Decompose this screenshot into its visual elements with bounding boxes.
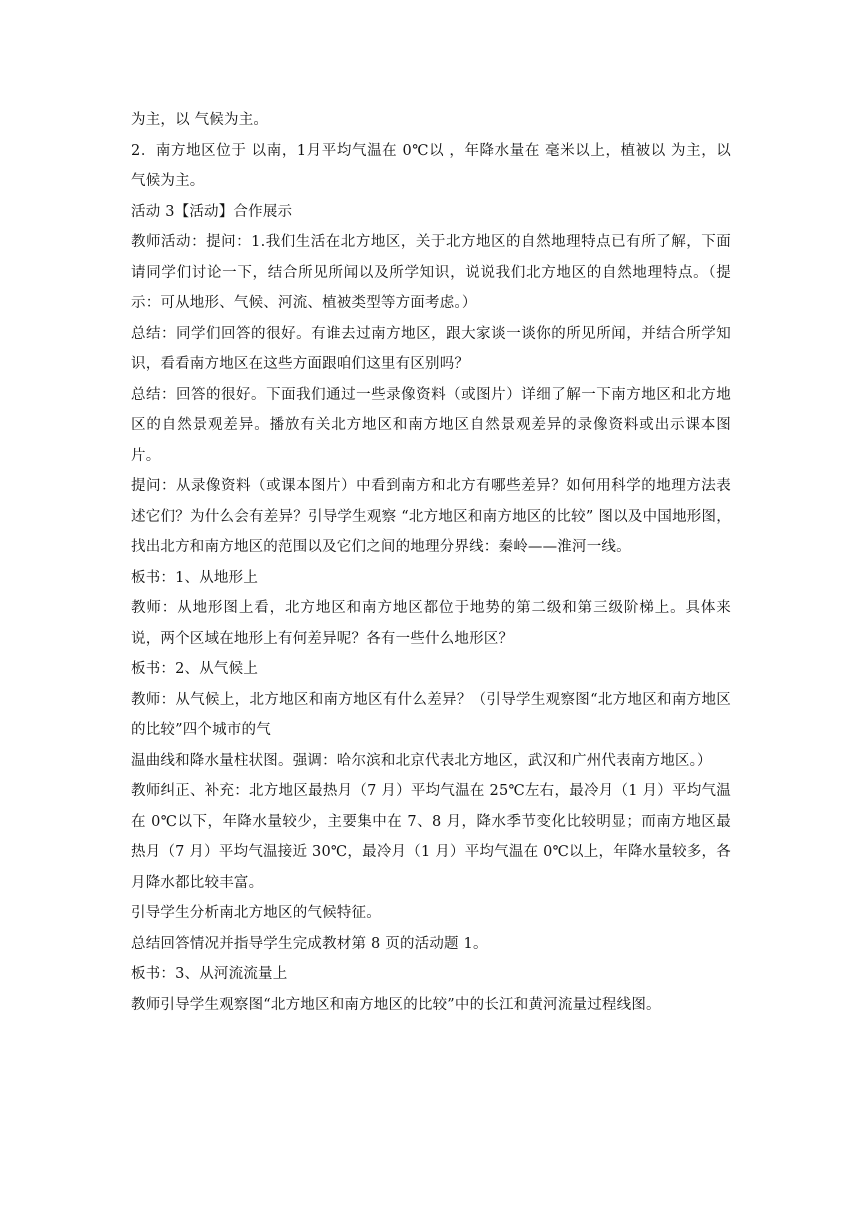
paragraph-climate-charts: 温曲线和降水量柱状图。强调：哈尔滨和北京代表北方地区，武汉和广州代表南方地区。） xyxy=(131,752,712,769)
paragraph-question-differences: 提问：从录像资料（或课本图片）中看到南方和北方有哪些差异？如何用科学的地理方法表述它们？为什么会有差异？引导学生观察 “北方地区和南方地区的比较” 图以及中国地形图，找出北方和南方地区的范围以及它们之间的地理分界线：秦岭——淮河一线。 xyxy=(131,478,731,555)
paragraph-board-rivers: 板书：3、从河流流量上 xyxy=(131,966,288,982)
paragraph-teacher-terrain: 教师：从地形图上看，北方地区和南方地区都位于地势的第二级和第三级阶梯上。具体来说，两个区域在地形上有何差异呢？各有一些什么地形区？ xyxy=(131,600,731,647)
paragraph-summary-2: 总结：回答的很好。下面我们通过一些录像资料（或图片）详细了解一下南方地区和北方地区的自然景观差异。播放有关北方地区和南方地区自然景观差异的录像资料或出示课本图片。 xyxy=(131,386,731,464)
paragraph-fill-south-region: 2．南方地区位于 以南，1月平均气温在 0℃以 ，年降水量在 毫米以上，植被以 为主，以 气候为主。 xyxy=(131,142,731,189)
paragraph-teacher-correction: 教师纠正、补充：北方地区最热月（7 月）平均气温在 25℃左右，最冷月（1 月）平均气温在 0℃以下，年降水量较少，主要集中在 7、8 月，降水季节变化比较明显；而南方地区最热月（7 月）平均气温接近 30℃，最冷月（1 月）平均气温在 0℃以上，年降水量较多，各月降水都比较丰富。 xyxy=(131,783,731,891)
paragraph-summary-activity: 总结回答情况并指导学生完成教材第 8 页的活动题 1。 xyxy=(131,935,488,952)
document-body xyxy=(131,105,731,1020)
paragraph-board-climate: 板书：2、从气候上 xyxy=(131,661,259,677)
paragraph-board-terrain: 板书：1、从地形上 xyxy=(131,569,259,586)
paragraph-teacher-rivers: 教师引导学生观察图“北方地区和南方地区的比较”中的长江和黄河流量过程线图。 xyxy=(131,996,661,1013)
paragraph-activity-heading: 活动 3【活动】合作展示 xyxy=(131,203,293,220)
paragraph-teacher-climate: 教师：从气候上，北方地区和南方地区有什么差异？（引导学生观察图“北方地区和南方地区的比较”四个城市的气 xyxy=(131,691,731,738)
paragraph-teacher-question: 教师活动：提问：1.我们生活在北方地区，关于北方地区的自然地理特点已有所了解，下面请同学们讨论一下，结合所见所闻以及所学知识，说说我们北方地区的自然地理特点。（提示：可从地形、气候、河流、植被类型等方面考虑。） xyxy=(131,234,731,311)
paragraph-summary-1: 总结：同学们回答的很好。有谁去过南方地区，跟大家谈一谈你的所见所闻，并结合所学知识，看看南方地区在这些方面跟咱们这里有区别吗？ xyxy=(131,325,731,372)
paragraph-guide-analysis: 引导学生分析南北方地区的气候特征。 xyxy=(131,905,381,921)
paragraph-fill-north-climate: 为主，以 气候为主。 xyxy=(131,112,269,128)
